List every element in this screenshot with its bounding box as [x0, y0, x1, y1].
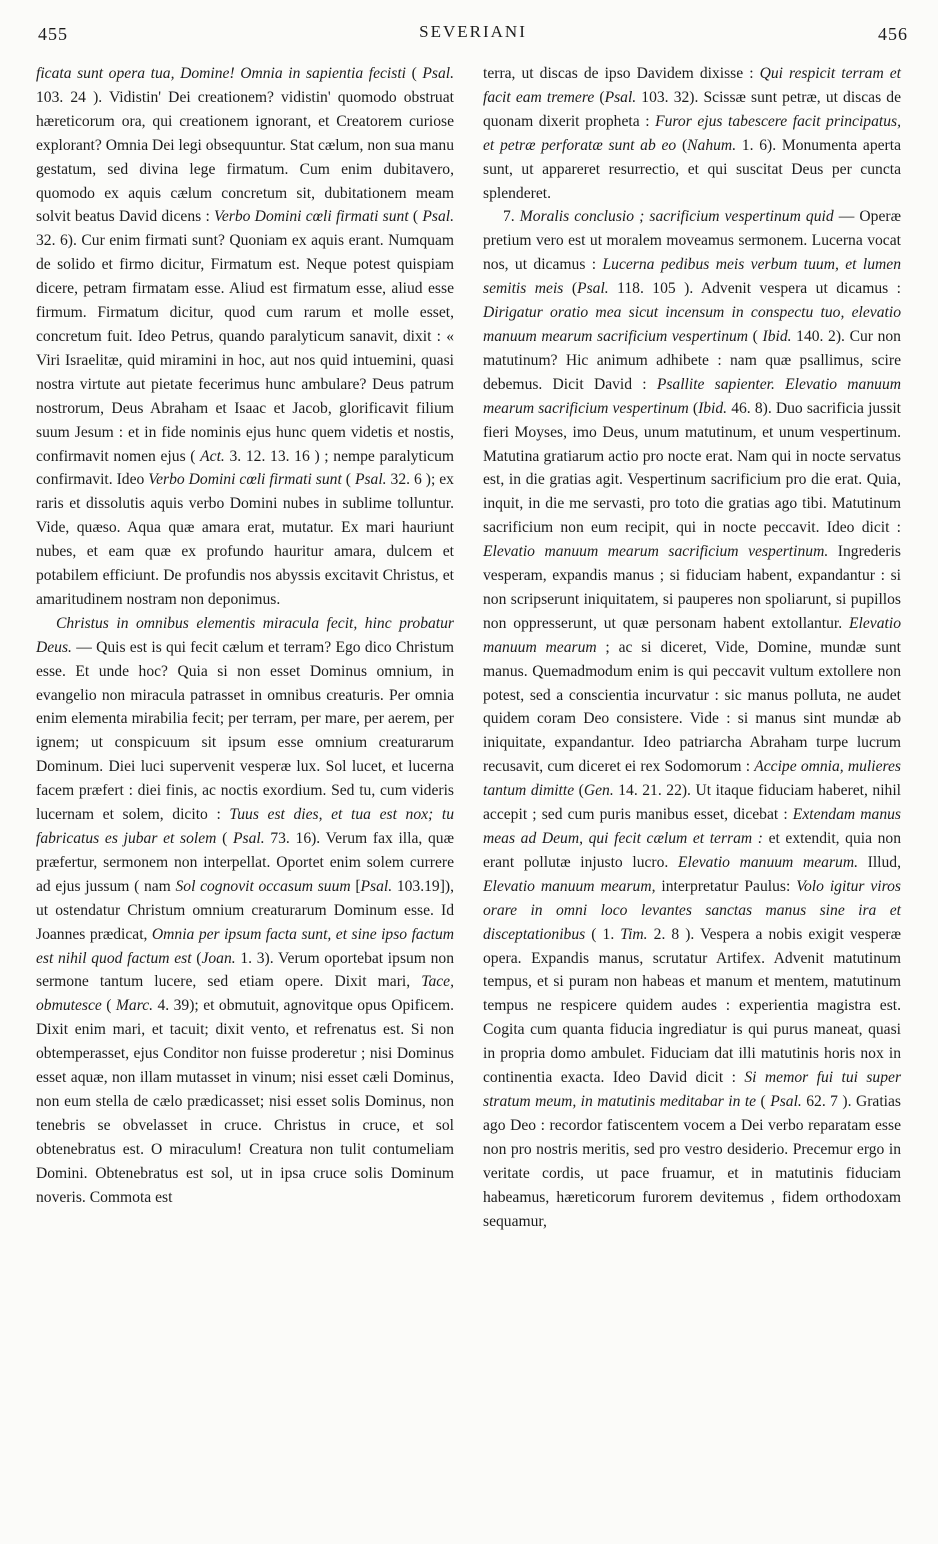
text-run: ; ac si diceret, Vide, Domine, mundæ sunt manus. Quemadmodum enim is qui peccavit vultum extollere non potest, sed a conscientia incurvatur : sic manus polluta, ne audet quidem coram Deo consistere. Vide : si manus sint mundæ ab iniquitate, expandantur. Ideo patriarcha Abraham turpe lucrum recusavit, cum diceret ei rex Sodomorum : — [483, 638, 901, 776]
text-run: 62. 7 ). Gratias ago Deo : recordor fatiscentem vocem a Dei verbo reparatam esse non pro nostris meritis, sed pro vestro desiderio. Precemur ergo in veritate cordis, ut pace fruamur, et in matutinis fiduciam habeamus, hæreticorum furorem devitemus , fidem orthodoxam sequamur, — [483, 1092, 901, 1230]
left-paragraph-2 — [36, 612, 454, 1210]
left-paragraph-1 — [36, 62, 454, 612]
italic-run: Si memor fui tui super stratum meum, in matutinis meditabar in te — [483, 1069, 902, 1110]
italic-run: Act. — [200, 447, 225, 465]
text-run: 2. 8 ). Vespera a nobis exigit vesperæ opera. Expandis manus, scrutatur Artifex. Advenit matutinum tempus, et si puram non habeas et manum et mentem, matutinum tempus ne respicere quidem audes : experientia magistra est. Cogita cum quanta fiducia ingrediatur is qui purus maneat, quasi in propria domo ambulet. Fiduciam dat illi matutinis horis nox in continentia exacta. Ideo David dicit : — [483, 925, 901, 1087]
italic-run: Furor ejus tabescere facit principatus, et petræ perforatæ sunt ab eo — [483, 112, 901, 154]
right-paragraph-1 — [483, 62, 901, 205]
running-header — [38, 14, 908, 44]
text-run: ( — [594, 88, 605, 106]
italic-run: Nahum. — [687, 136, 737, 154]
italic-run: Elevatio manuum mearum, — [483, 877, 656, 895]
text-run: ( — [563, 280, 578, 298]
text-run: ( — [688, 399, 699, 417]
italic-run: Psal. — [770, 1092, 802, 1110]
italic-run: Psal. — [604, 88, 637, 106]
text-run: [ — [350, 877, 361, 895]
right-column — [483, 62, 901, 1233]
text-run: 7. — [503, 208, 520, 226]
text-run: ( — [405, 65, 423, 82]
italic-run: Elevatio manuum mearum. — [677, 853, 858, 871]
italic-run: Elevatio manuum mearum sacrificium vespertinum. — [483, 543, 829, 561]
right-paragraph-2 — [483, 205, 901, 1233]
italic-run: Ibid. — [762, 327, 792, 345]
text-run: ( — [748, 327, 763, 345]
text-run: 4. 39); et obmutuit, agnovitque opus Opificem. Dixit enim mari, et tacuit; dixit vento, et refrenatus est. Si non obtemperasset, ejus Conditor non fuisse proderetur ; nisi Dominus esset aquæ, non illam mutasset in vinum; nisi esset cæli Dominus, non eum stella de cælo prædicasset; nisi esset solis Dominus, non tenebris se obvelasset in cruce. Christus in cruce, et sol obtenebratus est. O miraculum! Creatura non tulit contumeliam Domini. Obtenebratus est sol, ut in ipsa cruce solis Dominum noveris. Commota est — [36, 997, 454, 1206]
italic-run: Omnia per ipsum facta sunt, et sine ipso factum est nihil quod factum est — [36, 925, 455, 967]
text-run: 103.19]), ut ostendatur Christum omnium creaturarum Dominum esse. Id Joannes prædicat, — [36, 877, 454, 943]
text-run: 73. 16). Verum fax illa, quæ præfertur, sermonem non interpellat. Oportet enim solem currere ad ejus jussum ( nam — [36, 830, 454, 895]
italic-run: Elevatio manuum mearum — [483, 614, 901, 656]
italic-run: Verbo Domini cœli firmati sunt — [148, 471, 342, 489]
italic-run: Gen. — [583, 782, 614, 800]
italic-run: Psal. — [233, 830, 265, 847]
text-run: ( — [408, 208, 423, 226]
text-run: ( — [756, 1092, 771, 1110]
italic-run: Extendam manus meas ad Deum, qui fecit cælum et terram : — [483, 806, 901, 847]
italic-run: Qui respicit terram et facit eam tremere — [483, 65, 902, 106]
text-run: terra, ut discas de ipso Davidem dixisse : — [483, 65, 760, 82]
italic-run: Christus in omnibus elementis miracula fecit, hinc probatur Deus. — [36, 614, 454, 656]
italic-run: Dirigatur oratio mea sicut incensum in conspectu tuo, elevatio manuum mearum sacrificium vespertinum — [483, 304, 901, 345]
text-run: ( — [216, 830, 234, 847]
page-number-left: 455 — [38, 24, 68, 44]
italic-run: Psal. — [422, 208, 454, 226]
text-run: 46. 8). Duo sacrificia jussit fieri Moyses, imo Deus, unum matutinum, et unum vespertinum. Matutina gratiarum actio pro nocte erat. Nam qui in nocte servatus est, in die gratias agit. Vespertinum sacrificium pro die erat. Quia, inquit, in die me servasti, pro toto die gratias ago tibi. Matutinum sacrificium non eum recipit, qui in nocte peccavit. Ideo dicit : — [483, 399, 902, 537]
italic-run: Psal. — [354, 471, 387, 489]
text-run: 14. 21. 22). Ut itaque fiduciam haberet, nihil accepit ; sed cum puris manibus esset, dicebat : — [483, 782, 901, 824]
text-run: 32. 6). Cur enim firmati sunt? Quoniam ex aquis erant. Numquam de solido et firmo dicitur, Firmatum est. Neque potest quispiam dicere, petram firmatam esse. Aliud est firmatum esse, aliud esse firmum. Firmatum dicitur, quod cum rarum et molle esset, concretum fuit. Ideo Petrus, quando paralyticum sanavit, dixit : « Viri Israelitæ, quid miramini in hoc, aut nos quid intuemini, quasi nostra virtute aut pietate fecerimus hunc ambulare? Deus patrum nostrorum, Deus Abraham et Isaac et Jacob, glorificavit filium suum Jesum : et in fide nominis ejus hunc quem videtis et nostis, confirmavit nomen ejus ( — [36, 232, 454, 465]
text-run: — Operæ pretium vero est ut moralem moveamus sermonem. Lucerna vocat nos, ut dicamus : — [483, 208, 901, 274]
text-run: interpretatur Paulus: — [655, 877, 797, 895]
text-run: et extendit, quia non erant pollutæ injusto lucro. — [483, 830, 901, 871]
text-run: 1. 6). Monumenta aperta sunt, ut appareret resurrectio, et qui suscitat Deus per cuncta splenderet. — [483, 136, 902, 202]
text-run: ( — [101, 997, 116, 1015]
left-column — [36, 62, 454, 1210]
text-run: ( 1. — [585, 925, 621, 943]
text-run: 103. 24 ). Vidistin' Dei creationem? vidistin' quomodo obstruat hæreticorum ora, qui creationem ignorant, et Creatorem curiose explorant? Omnia Dei legi obsequuntur. Stat cælum, non sua manu gestatum, sed divina lege firmatum. Cum enim dubitavero, quomodo ex aquis cælum concretum sit, dubitationem meam solvit beatus David dicens : — [36, 88, 454, 226]
italic-run: Joan. — [201, 949, 236, 967]
text-run: Ingrederis vesperam, expandis manus ; si fiduciam habent, expandantur : si non scripserunt iniquitatem, si pauperes non spoliarunt, si pupillos non oppresserunt, ut quæ personam habent extollantur. — [483, 543, 901, 632]
text-run: ( — [191, 949, 202, 967]
italic-run: Tim. — [620, 925, 648, 943]
italic-run: Psal. — [360, 877, 393, 895]
italic-run: Lucerna pedibus meis verbum tuum, et lumen semitis meis — [483, 256, 901, 298]
text-run: ( — [341, 471, 355, 489]
text-run: 3. 12. 13. 16 ) ; nempe paralyticum confirmavit. Ideo — [36, 447, 454, 489]
text-run: 32. 6 ); ex raris et dissolutis aquis verbo Domini nubes in sublime tolluntur. Vide, quæso. Aqua quæ amara erat, mutatur. Ex mari hauriunt nubes, et eam quæ ex profundo hauritur amara, dulcem et potabilem efficiunt. De profundis nos abyssis excitavit Christus, et amaritudinem nostram non deponimus. — [36, 471, 454, 608]
italic-run: Ibid. — [698, 399, 728, 417]
italic-run: ficata sunt opera tua, Domine! Omnia in sapientia fecisti — [36, 65, 406, 82]
text-run: ( — [676, 136, 688, 154]
italic-run: Tace, obmutesce — [36, 973, 454, 1015]
text-run: — Quis est is qui fecit cælum et terram? Ego dico Christum esse. Et unde hoc? Quia si non esset Dominus omnium, in evangelio non miracula patrasset in omnibus creaturis. Per omnia enim elementa mirabilia fecit; per terram, per mare, per aerem, per ignem; ut conspicuum sit ipsum esse omnium creaturarum Dominum. Diei luci supervenit vesperæ lux. Sol lucet, et lucerna facem præfert : diei finis, ac noctis exordium. Sed tu, cum videris lucernam et solem, dicito : — [36, 638, 454, 824]
italic-run: Psal. — [422, 65, 454, 82]
text-run: 118. 105 ). Advenit vespera ut dicamus : — [608, 280, 902, 298]
text-run: 103. 32). Scissæ sunt petræ, ut discas de quonam dixerit propheta : — [483, 88, 901, 130]
italic-run: Verbo Domini cœli firmati sunt — [214, 208, 409, 226]
italic-run: Volo igitur viros orare in omni loco levantes sanctas manus sine ira et disceptationibus — [483, 877, 901, 943]
page-number-right: 456 — [878, 24, 908, 44]
text-run: 140. 2). Cur non matutinum? Hic animum adhibete : nam quæ psallimus, scire debemus. Dicit David : — [483, 327, 901, 393]
running-title: SEVERIANI — [419, 22, 527, 41]
text-run: Illud, — [857, 853, 901, 871]
italic-run: Psal. — [577, 280, 609, 298]
italic-run: Sol cognovit occasum suum — [175, 877, 351, 895]
text-run: 1. 3). Verum oportebat ipsum non sermone tantum lucere, sed etiam opere. Dixit mari, — [36, 949, 455, 991]
italic-run: Tuus est dies, et tua est nox; tu fabricatus es jubar et solem — [36, 806, 454, 847]
italic-run: Psallite sapienter. Elevatio manuum mearum sacrificium vespertinum — [483, 375, 901, 417]
italic-run: Accipe omnia, mulieres tantum dimitte — [483, 758, 901, 800]
italic-run: Moralis conclusio ; sacrificium vespertinum quid — [519, 208, 834, 226]
text-run: ( — [574, 782, 584, 800]
italic-run: Marc. — [115, 997, 154, 1015]
